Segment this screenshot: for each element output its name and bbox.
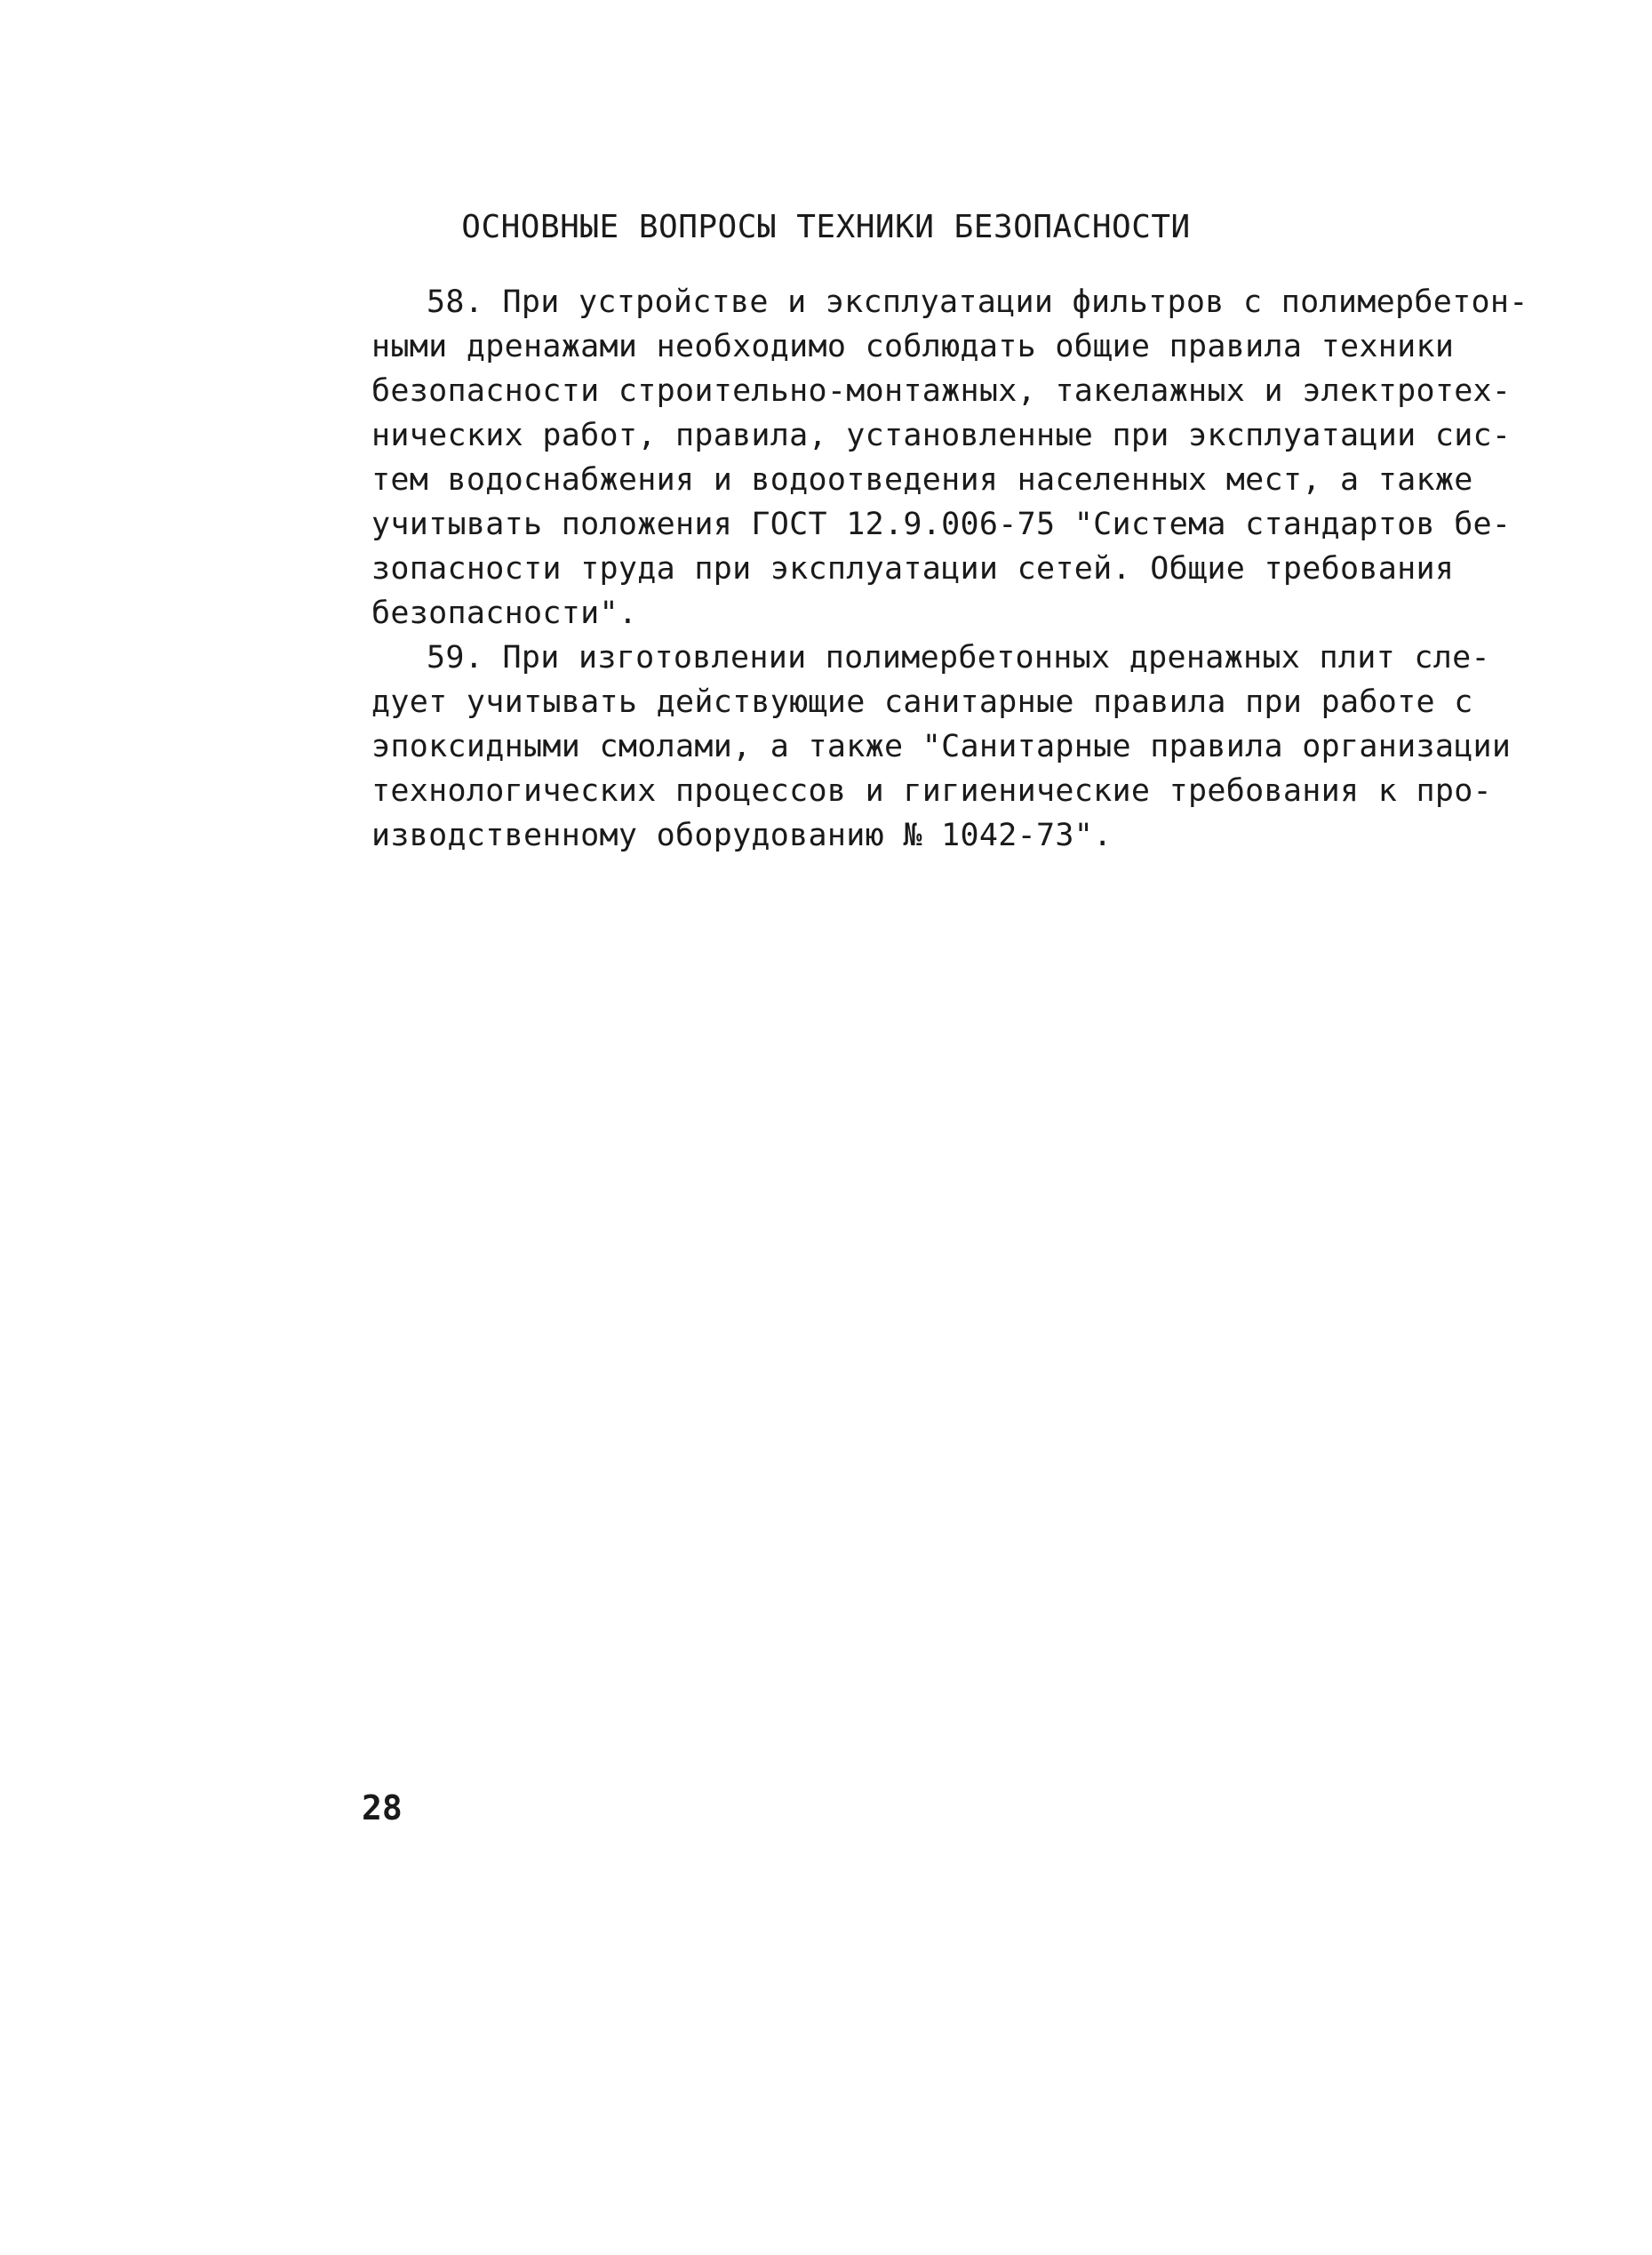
paragraph-59-line: технологических процессов и гигиенические требования к про- <box>371 773 1492 809</box>
section-heading: ОСНОВНЫЕ ВОПРОСЫ ТЕХНИКИ БЕЗОПАСНОСТИ <box>461 209 1191 245</box>
paragraph-58-line: учитывать положения ГОСТ 12.9.006-75 "Система стандартов бе- <box>371 507 1512 542</box>
paragraph-59-line: 59. При изготовлении полимербетонных дренажных плит сле- <box>427 640 1490 676</box>
paragraph-58-line: нических работ, правила, установленные при эксплуатации сис- <box>371 418 1512 453</box>
paragraph-58-line: ными дренажами необходимо соблюдать общие правила техники <box>371 329 1455 364</box>
paragraph-59-line: дует учитывать действующие санитарные правила при работе с <box>371 684 1473 720</box>
page-number: 28 <box>362 1788 403 1827</box>
paragraph-58-line: 58. При устройстве и эксплуатации фильтров с полимербетон- <box>427 284 1528 320</box>
paragraph-58-line: безопасности". <box>371 596 638 631</box>
paragraph-58-line: безопасности строительно-монтажных, такелажных и электротех- <box>371 373 1512 409</box>
paragraph-59-line: эпоксидными смолами, а также "Санитарные правила организации <box>371 729 1512 764</box>
paragraph-58-line: тем водоснабжения и водоотведения населенных мест, а также <box>371 462 1473 498</box>
paragraph-59-line: изводственному оборудованию № 1042-73". <box>371 818 1113 853</box>
paragraph-58-line: зопасности труда при эксплуатации сетей. Общие требования <box>371 551 1455 587</box>
